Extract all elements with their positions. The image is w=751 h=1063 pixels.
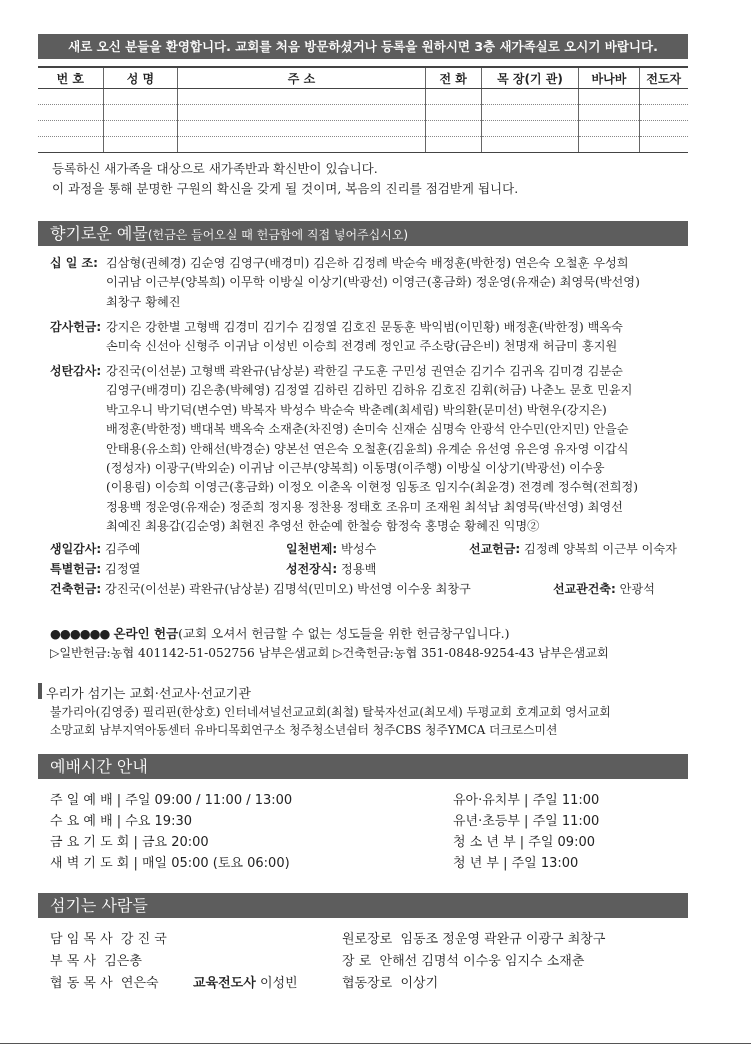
- registration-row: [38, 121, 688, 137]
- worship-right-line: 청 소 년 부 | 주일 09:00: [453, 835, 595, 850]
- registration-cell: [579, 137, 639, 153]
- registration-cell: [639, 89, 688, 105]
- online-offering-subtitle: (교회 오셔서 헌금할 수 없는 성도들을 위한 헌금창구입니다.): [178, 626, 510, 641]
- registration-cell: [579, 89, 639, 105]
- col-name: 성 명: [103, 67, 178, 89]
- registration-row: [38, 89, 688, 105]
- christmas-line: (정성자) 이광구(박외순) 이귀남 이근부(양복희) 이동명(이주행) 이방실 이상기(박광선) 이수웅: [106, 461, 605, 476]
- registration-row: [38, 105, 688, 121]
- staff-right-line: 장 로 안해선 김명석 이수웅 임지수 소재춘: [342, 954, 585, 969]
- registration-cell: [425, 121, 481, 137]
- thanks-line: 손미숙 신선아 신형주 이귀남 이성빈 이승희 전경례 정인교 주소랑(금은비) 천명재 허금미 홍지원: [106, 339, 618, 354]
- worship-left-line: 금 요 기 도 회 | 금요 20:00: [50, 835, 209, 850]
- staff-left-line: 협 동 목 사 연은숙: [50, 976, 159, 991]
- registration-cell: [639, 105, 688, 121]
- thanks-line: 강지은 강한별 고형백 김경미 김기수 김정열 김호진 문동훈 박익범(이민황) 배정훈(박한정) 백옥숙: [106, 320, 623, 334]
- building-offering: 건축헌금: 강진국(이선분) 곽완규(남상분) 김명석(민미오) 박선영 이수웅 최창구: [50, 582, 471, 596]
- bar-marker-icon: [38, 683, 42, 699]
- edu-evangelist: 교육전도사 이성빈: [193, 976, 298, 991]
- offerings-header: [38, 221, 688, 246]
- col-address: 주 소: [178, 67, 426, 89]
- offerings-title: 향기로운 예물: [50, 224, 148, 243]
- registration-cell: [38, 105, 103, 121]
- registration-cell: [38, 89, 103, 105]
- staff-right-line: 협동장로 이상기: [342, 976, 439, 991]
- worship-right-line: 유년·초등부 | 주일 11:00: [453, 814, 600, 829]
- decoration-offering: 성전장식: 정용백: [286, 562, 377, 576]
- registration-cell: [481, 105, 579, 121]
- welcome-banner: 새로 오신 분들을 환영합니다. 교회를 처음 방문하셨거나 등록을 원하시면 3층 새가족실로 오시기 바랍니다.: [38, 34, 688, 59]
- staff-left-line: 담 임 목 사 강 진 국: [50, 932, 167, 947]
- registration-cell: [178, 105, 426, 121]
- worship-left-line: 주 일 예 배 | 주일 09:00 / 11:00 / 13:00: [50, 793, 293, 808]
- registration-cell: [425, 89, 481, 105]
- registration-cell: [481, 137, 579, 153]
- staff-header: 섬기는 사람들: [38, 893, 688, 918]
- registration-cell: [178, 121, 426, 137]
- christmas-line: 정용백 정운영(유재순) 정준희 정지용 정찬용 정태호 조유미 조재원 최석남 최영묵(박선영) 최영선: [106, 499, 623, 514]
- registration-row: [38, 137, 688, 153]
- staff-left-line: 부 목 사 김은총: [50, 954, 142, 969]
- worship-header: 예배시간 안내: [38, 754, 688, 779]
- col-group: 목 장(기 관): [481, 67, 579, 89]
- col-barnabas: 바나바: [579, 67, 639, 89]
- registration-cell: [579, 105, 639, 121]
- christmas-line: 최예진 최용갑(김순영) 최현진 추영선 한순예 한철승 함정숙 홍명순 황혜진 익명②: [106, 519, 540, 534]
- registration-header-row: [38, 67, 688, 89]
- offerings-subtitle: (헌금은 들어오실 때 헌금함에 직접 넣어주십시오): [147, 228, 409, 242]
- registration-cell: [579, 121, 639, 137]
- christmas-line: 김영구(배경미) 김은총(박혜영) 김정열 김하린 김하민 김하유 김호진 김휘(허금) 나춘노 문호 민윤지: [106, 383, 633, 398]
- registration-cell: [103, 89, 178, 105]
- mission-offering: 선교헌금: 김정례 양복희 이근부 이숙자: [469, 542, 677, 556]
- registration-cell: [425, 137, 481, 153]
- supported-line: 소망교회 남부지역아동센터 유바디목회연구소 청주청소년쉼터 청주CBS 청주YMCA 더크로스미션: [50, 723, 558, 737]
- tithe-line: 김삼형(권혜경) 김순영 김영구(배경미) 김은하 김정례 박순숙 배정훈(박한정) 연은숙 오철훈 우성희: [106, 256, 629, 270]
- registration-cell: [38, 121, 103, 137]
- registration-cell: [639, 137, 688, 153]
- registration-cell: [178, 137, 426, 153]
- worship-left-line: 새 벽 기 도 회 | 매일 05:00 (토요 06:00): [50, 856, 290, 871]
- staff-right-line: 원로장로 임동조 정운영 곽완규 이광구 최창구: [342, 932, 606, 947]
- registration-cell: [103, 137, 178, 153]
- dots-icon: ●●●●●●: [50, 626, 110, 641]
- registration-cell: [103, 105, 178, 121]
- col-evangelist: 전도자: [639, 67, 688, 89]
- worship-right-line: 유아·유치부 | 주일 11:00: [453, 793, 600, 808]
- thanks-label: 감사헌금:: [50, 320, 102, 334]
- christmas-line: 배정훈(박한정) 백대복 백옥숙 소재춘(차진영) 손미숙 신재순 심명숙 안광석 안수민(안지민) 안을순: [106, 422, 629, 437]
- mission-building-offering: 선교관건축: 안광석: [553, 582, 655, 596]
- supported-title: 우리가 섬기는 교회·선교사·선교기관: [46, 687, 251, 702]
- special-offering: 특별헌금: 김정열: [50, 562, 141, 576]
- registration-note-2: 이 과정을 통해 분명한 구원의 확신을 갖게 될 것이며, 복음의 진리를 점검받게 됩니다.: [52, 181, 519, 196]
- registration-table: [38, 66, 688, 153]
- online-offering-title: 온라인 헌금: [113, 626, 179, 641]
- tithe-line: 이귀남 이근부(양복희) 이무학 이방실 이상기(박광선) 이영근(홍금화) 정운영(유재순) 최영묵(박선영): [106, 275, 640, 290]
- tithe-line: 최창구 황혜진: [106, 294, 181, 309]
- registration-note-1: 등록하신 새가족을 대상으로 새가족반과 확신반이 있습니다.: [52, 161, 378, 176]
- registration-cell: [481, 89, 579, 105]
- supported-line: 불가리아(김영중) 필리핀(한상호) 인터네셔널선교교회(최철) 탈북자선교(최모세) 두평교회 호계교회 영서교회: [50, 705, 611, 719]
- worship-right-line: 청 년 부 | 주일 13:00: [453, 856, 579, 871]
- birthday-offering: 생일감사: 김주예: [50, 542, 141, 556]
- registration-cell: [38, 137, 103, 153]
- christmas-line: (이용림) 이승희 이영근(홍금화) 이정오 이춘옥 이현정 임동조 임지수(최윤경) 전경례 정수혁(전희정): [106, 480, 639, 495]
- col-number: 번 호: [38, 67, 103, 89]
- online-offering-header: [50, 624, 510, 642]
- worship-left-line: 수 요 예 배 | 수요 19:30: [50, 814, 192, 829]
- christmas-line: 강진국(이선분) 고형백 곽완규(남상분) 곽한길 구도훈 구민성 권연순 김기수 김귀옥 김미경 김분순: [106, 364, 623, 378]
- registration-cell: [178, 89, 426, 105]
- registration-cell: [481, 121, 579, 137]
- bottom-divider: [0, 1043, 751, 1044]
- thousand-offering: 일천번제: 박성수: [286, 542, 377, 556]
- registration-cell: [639, 121, 688, 137]
- col-phone: 전 화: [425, 67, 481, 89]
- online-accounts: ▷일반헌금:농협 401142-51-052756 남부은샘교회 ▷건축헌금:농협 351-0848-9254-43 남부은샘교회: [50, 646, 609, 660]
- christmas-line: 박고우니 박기덕(변수연) 박복자 박성수 박순숙 박춘례(최세림) 박의환(문미선) 박현우(강지은): [106, 402, 607, 417]
- registration-cell: [103, 121, 178, 137]
- tithe-label: 십 일 조:: [50, 256, 98, 270]
- registration-cell: [425, 105, 481, 121]
- christmas-label: 성탄감사:: [50, 364, 102, 378]
- christmas-line: 안태용(유소희) 안해선(박경순) 양본선 연은숙 오철훈(김윤희) 유계순 유선영 유은영 유자영 이갑식: [106, 441, 629, 456]
